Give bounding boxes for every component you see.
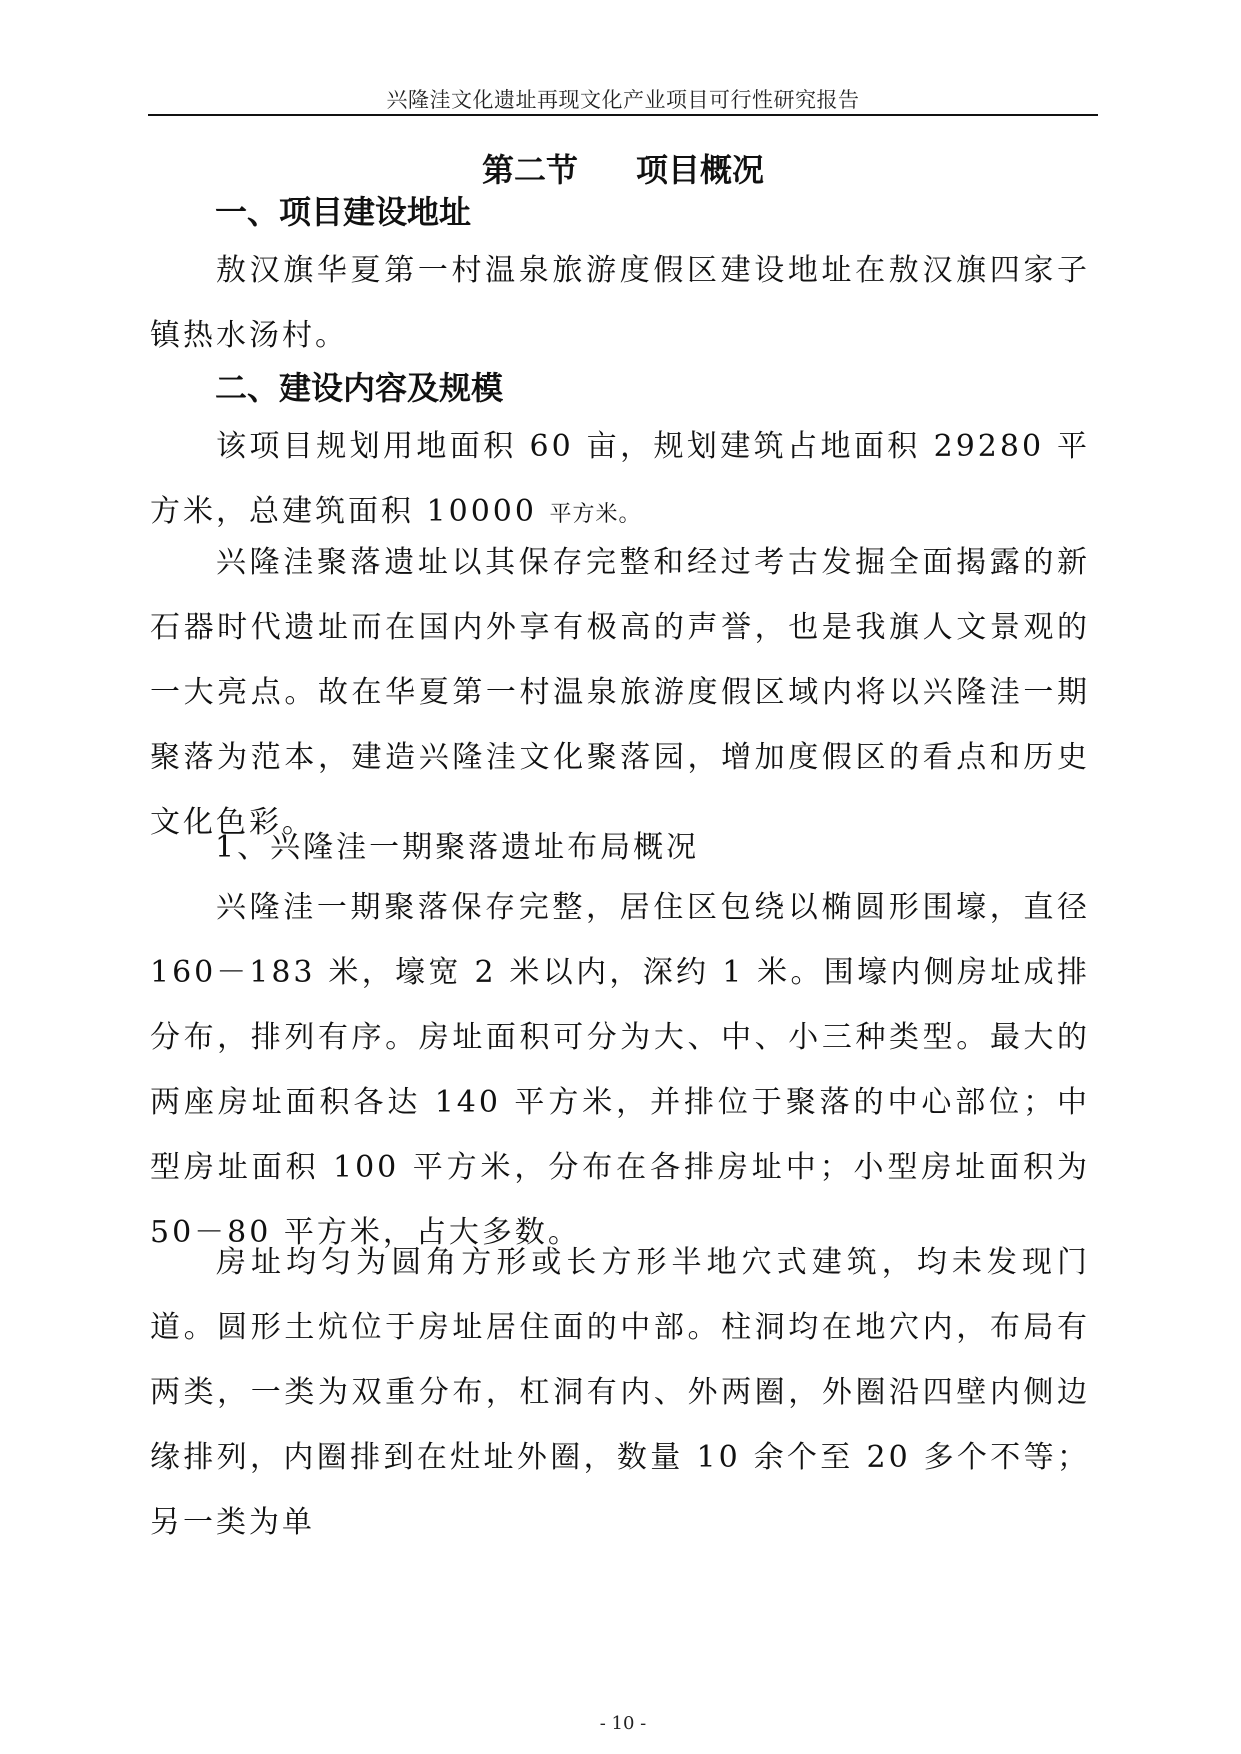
section-heading: 项目概况 [636,151,765,189]
running-header: 兴隆洼文化遗址再现文化产业项目可行性研究报告 [386,88,860,112]
paragraph-scale [150,414,1090,547]
header-rule [148,114,1098,116]
paragraph-scale-unit: 平方米。 [549,502,642,527]
section-title [148,148,1098,192]
heading-project-address: 一、项目建设地址 [215,193,472,231]
paragraph-house-structure: 房址均匀为圆角方形或长方形半地穴式建筑，均未发现门道。圆形土炕位于房址居住面的中部。柱洞均在地穴内，布局有两类，一类为双重分布，杠洞有内、外两圈，外圈沿四壁内侧边缘排列，内圈排到在灶址外圈，数量 10 余个至 20 多个不等；另一类为单 [150,1245,1090,1540]
paragraph-xinglongwa-intro: 兴隆洼聚落遗址以其保存完整和经过考古发掘全面揭露的新石器时代遗址而在国内外享有极高的声誉，也是我旗人文景观的一大亮点。故在华夏第一村温泉旅游度假区域内将以兴隆洼一期聚落为范本，建造兴隆洼文化聚落园，增加度假区的看点和历史文化色彩。 [150,545,1090,840]
page-number: - 10 - [599,1713,647,1734]
paragraph-scale-text: 该项目规划用地面积 60 亩，规划建筑占地面积 29280 平方米，总建筑面积 10000 [150,429,1090,529]
section-number: 第二节 [481,151,578,189]
list-item-layout-overview: 1、兴隆洼一期聚落遗址布局概况 [215,830,700,865]
paragraph-layout-details: 兴隆洼一期聚落保存完整，居住区包绕以椭圆形围壕，直径 160－183 米，壕宽 2 米以内，深约 1 米。围壕内侧房址成排分布，排列有序。房址面积可分为大、中、小三种类型。最大的两座房址面积各达 140 平方米，并排位于聚落的中心部位；中型房址面积 100 平方米，分布在各排房址中；小型房址面积为 50－80 平方米，占大多数。 [150,890,1090,1250]
heading-construction-scale: 二、建设内容及规模 [215,369,504,407]
paragraph-address: 敖汉旗华夏第一村温泉旅游度假区建设地址在敖汉旗四家子镇热水汤村。 [150,253,1090,353]
